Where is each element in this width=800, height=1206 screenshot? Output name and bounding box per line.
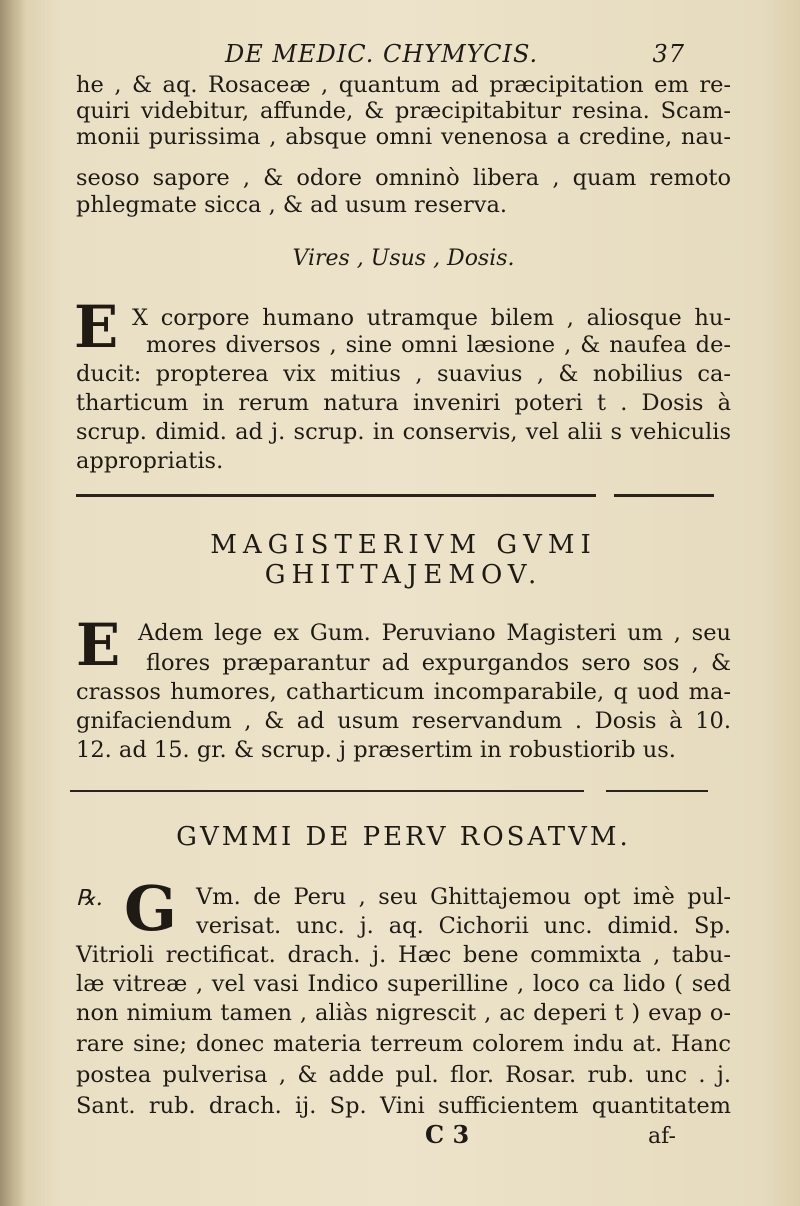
signature-mark: C 3 — [425, 1120, 470, 1149]
para4-line: Vm. de Peru , seu Ghittajemou opt imè pul- — [196, 884, 731, 910]
para2-line: tharticum in rerum natura inveniri poteri t . Dosis à — [76, 390, 731, 416]
para4-line: non nimium tamen , aliàs nigrescit , ac deperi t ) evap o- — [76, 1000, 731, 1026]
para1-line: monii purissima , absque omni venenosa a credine, nau- — [76, 124, 731, 150]
para3-line: crassos humores, catharticum incomparabile, q uod ma- — [76, 679, 731, 705]
para4-line: rare sine; donec materia terreum colorem indu at. Hanc — [76, 1031, 731, 1057]
para3-line: Adem lege ex Gum. Peruviano Magisteri um , seu — [138, 620, 731, 646]
dropcap-g: G — [124, 872, 177, 945]
para4-line: postea pulverisa , & adde pul. flor. Rosar. rub. unc . j. — [76, 1062, 731, 1088]
divider-rule — [70, 790, 584, 792]
para3-line: 12. ad 15. gr. & scrup. j præsertim in robustiorib us. — [76, 737, 676, 763]
page-number: 37 — [652, 40, 685, 68]
dropcap-e: E — [76, 611, 121, 679]
para4-line: verisat. unc. j. aq. Cichorii unc. dimid. Sp. — [196, 913, 731, 939]
para1-line: quiri videbitur, affunde, & præcipitabitur resina. Scam- — [76, 98, 731, 124]
heading-ghittajemou: GHITTAJEMOV. — [264, 560, 543, 590]
dropcap-e: E — [74, 293, 119, 361]
header-title: DE MEDIC. CHYMYCIS. — [225, 40, 539, 68]
para4-line: læ vitreæ , vel vasi Indico superilline , loco ca lido ( sed — [76, 971, 731, 997]
para2-line: X corpore humano utramque bilem , aliosque hu- — [132, 305, 731, 331]
para1-line: he , & aq. Rosaceæ , quantum ad præcipitation em re- — [76, 72, 731, 98]
para2-line: ducit: propterea vix mitius , suavius , & nobilius ca- — [76, 361, 731, 387]
book-gutter — [0, 0, 26, 1206]
divider-rule — [614, 494, 714, 497]
para3-line: flores præparantur ad expurgandos sero sos , & — [146, 650, 731, 676]
para3-line: gnifaciendum , & ad usum reservandum . Dosis à 10. — [76, 708, 731, 734]
divider-rule — [76, 494, 596, 497]
section-title-vires: Vires , Usus , Dosis. — [292, 246, 515, 271]
para2-line: scrup. dimid. ad j. scrup. in conservis, vel alii s vehiculis — [76, 419, 731, 445]
divider-rule — [606, 790, 708, 792]
para2-line: mores diversos , sine omni læsione , & naufea de- — [146, 332, 731, 358]
catchword: af- — [648, 1124, 676, 1149]
recipe-symbol: ℞. — [76, 886, 103, 911]
para1-line: phlegmate sicca , & ad usum reserva. — [76, 192, 508, 218]
para2-line: appropriatis. — [76, 448, 224, 474]
para4-line: Sant. rub. drach. ij. Sp. Vini sufficientem quantitatem — [76, 1093, 731, 1119]
heading-magisterium: MAGISTERIVM GVMI — [210, 530, 597, 560]
para1-line: seoso sapore , & odore omninò libera , quam remoto — [76, 165, 731, 191]
heading-gummi-de-peru: GVMMI DE PERV ROSATVM. — [176, 822, 631, 852]
para4-line: Vitrioli rectificat. drach. j. Hæc bene commixta , tabu- — [76, 942, 731, 968]
running-header — [215, 40, 695, 70]
